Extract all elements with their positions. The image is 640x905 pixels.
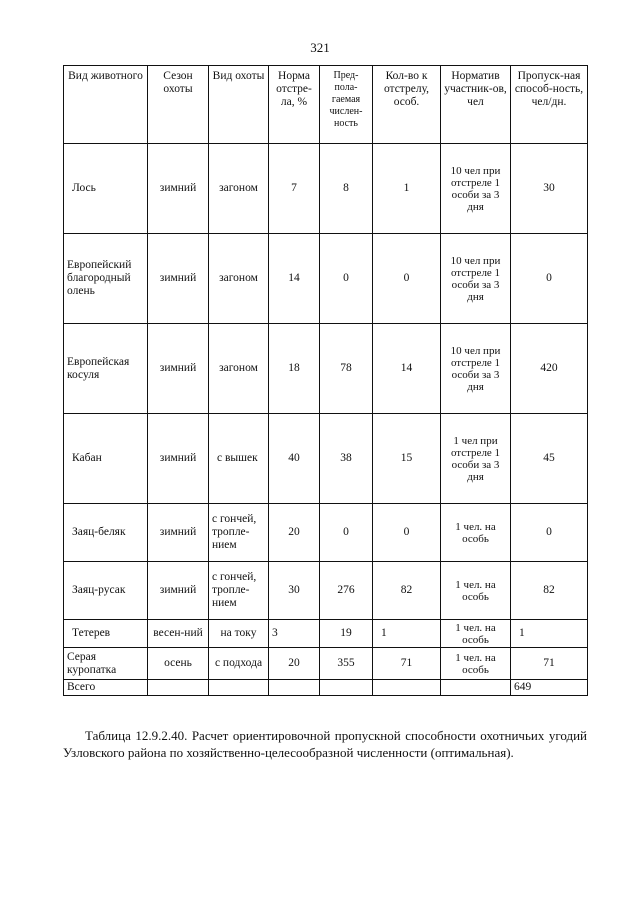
table-row [64, 504, 588, 562]
total-label: Всего [64, 680, 148, 696]
cell-method: загоном [209, 144, 269, 234]
header-capacity: Пропуск-ная способ-ность, чел/дн. [511, 66, 588, 144]
cell-rate: 14 [269, 234, 320, 324]
cell-capacity: 71 [511, 648, 588, 680]
cell-method: с подхода [209, 648, 269, 680]
total-empty-cell [373, 680, 441, 696]
cell-norm: 1 чел. на особь [441, 562, 511, 620]
cell-animal: Тетерев [64, 620, 148, 648]
cell-method: с гончей, тропле-нием [209, 504, 269, 562]
table-total-row [64, 680, 588, 696]
cell-season: весен-ний [148, 620, 209, 648]
cell-capacity: 30 [511, 144, 588, 234]
cell-capacity: 82 [511, 562, 588, 620]
header-cull: Кол-во к отстрелу, особ. [373, 66, 441, 144]
cell-rate: 3 [269, 620, 320, 648]
header-method: Вид охоты [209, 66, 269, 144]
cell-method: с вышек [209, 414, 269, 504]
cell-population: 38 [320, 414, 373, 504]
cell-population: 355 [320, 648, 373, 680]
header-population: Пред-пола-гаемая числен-ность [320, 66, 373, 144]
cell-rate: 30 [269, 562, 320, 620]
cell-animal: Европейский благородный олень [64, 234, 148, 324]
header-rate: Норма отстре-ла, % [269, 66, 320, 144]
table-row [64, 562, 588, 620]
cell-rate: 20 [269, 648, 320, 680]
cell-population: 8 [320, 144, 373, 234]
cell-season: зимний [148, 234, 209, 324]
cell-norm: 10 чел при отстреле 1 особи за 3 дня [441, 324, 511, 414]
cell-season: зимний [148, 414, 209, 504]
cell-cull: 14 [373, 324, 441, 414]
cell-cull: 1 [373, 144, 441, 234]
cell-norm: 10 чел при отстреле 1 особи за 3 дня [441, 144, 511, 234]
cell-season: зимний [148, 324, 209, 414]
total-empty-cell [441, 680, 511, 696]
cell-norm: 10 чел при отстреле 1 особи за 3 дня [441, 234, 511, 324]
table-row [64, 620, 588, 648]
table-header-row [64, 66, 588, 144]
cell-season: осень [148, 648, 209, 680]
cell-population: 0 [320, 234, 373, 324]
cell-animal: Заяц-беляк [64, 504, 148, 562]
cell-capacity: 0 [511, 504, 588, 562]
cell-norm: 1 чел. на особь [441, 504, 511, 562]
cell-cull: 0 [373, 234, 441, 324]
total-capacity: 649 [511, 680, 588, 696]
cell-capacity: 420 [511, 324, 588, 414]
total-empty-cell [269, 680, 320, 696]
header-season: Сезон охоты [148, 66, 209, 144]
table-row [64, 234, 588, 324]
cell-population: 19 [320, 620, 373, 648]
table-row [64, 414, 588, 504]
cell-season: зимний [148, 504, 209, 562]
cell-cull: 1 [373, 620, 441, 648]
cell-rate: 18 [269, 324, 320, 414]
page-number: 321 [310, 40, 330, 55]
cell-animal: Лось [64, 144, 148, 234]
cell-rate: 20 [269, 504, 320, 562]
table-row [64, 324, 588, 414]
cell-cull: 82 [373, 562, 441, 620]
cell-cull: 71 [373, 648, 441, 680]
cell-animal: Заяц-русак [64, 562, 148, 620]
header-norm: Норматив участник-ов, чел [441, 66, 511, 144]
cell-method: загоном [209, 324, 269, 414]
table-row [64, 144, 588, 234]
cell-norm: 1 чел. на особь [441, 620, 511, 648]
cell-method: с гончей, тропле-нием [209, 562, 269, 620]
cell-cull: 15 [373, 414, 441, 504]
cell-capacity: 0 [511, 234, 588, 324]
total-empty-cell [209, 680, 269, 696]
cell-method: на току [209, 620, 269, 648]
total-empty-cell [320, 680, 373, 696]
cell-norm: 1 чел при отстреле 1 особи за 3 дня [441, 414, 511, 504]
cell-method: загоном [209, 234, 269, 324]
table-caption: Таблица 12.9.2.40. Расчет ориентировочной пропускной способности охотничьих угодий Узловского района по хозяйственно-целесообразной численности (оптимальная). [63, 728, 587, 760]
header-animal: Вид животного [64, 66, 148, 144]
cell-population: 78 [320, 324, 373, 414]
cell-norm: 1 чел. на особь [441, 648, 511, 680]
cell-animal: Кабан [64, 414, 148, 504]
hunting-capacity-table [63, 65, 588, 696]
cell-cull: 0 [373, 504, 441, 562]
cell-population: 0 [320, 504, 373, 562]
total-empty-cell [148, 680, 209, 696]
cell-season: зимний [148, 144, 209, 234]
cell-animal: Серая куропатка [64, 648, 148, 680]
cell-rate: 40 [269, 414, 320, 504]
cell-rate: 7 [269, 144, 320, 234]
table-row [64, 648, 588, 680]
cell-capacity: 45 [511, 414, 588, 504]
cell-season: зимний [148, 562, 209, 620]
cell-capacity: 1 [511, 620, 588, 648]
cell-animal: Европейская косуля [64, 324, 148, 414]
cell-population: 276 [320, 562, 373, 620]
